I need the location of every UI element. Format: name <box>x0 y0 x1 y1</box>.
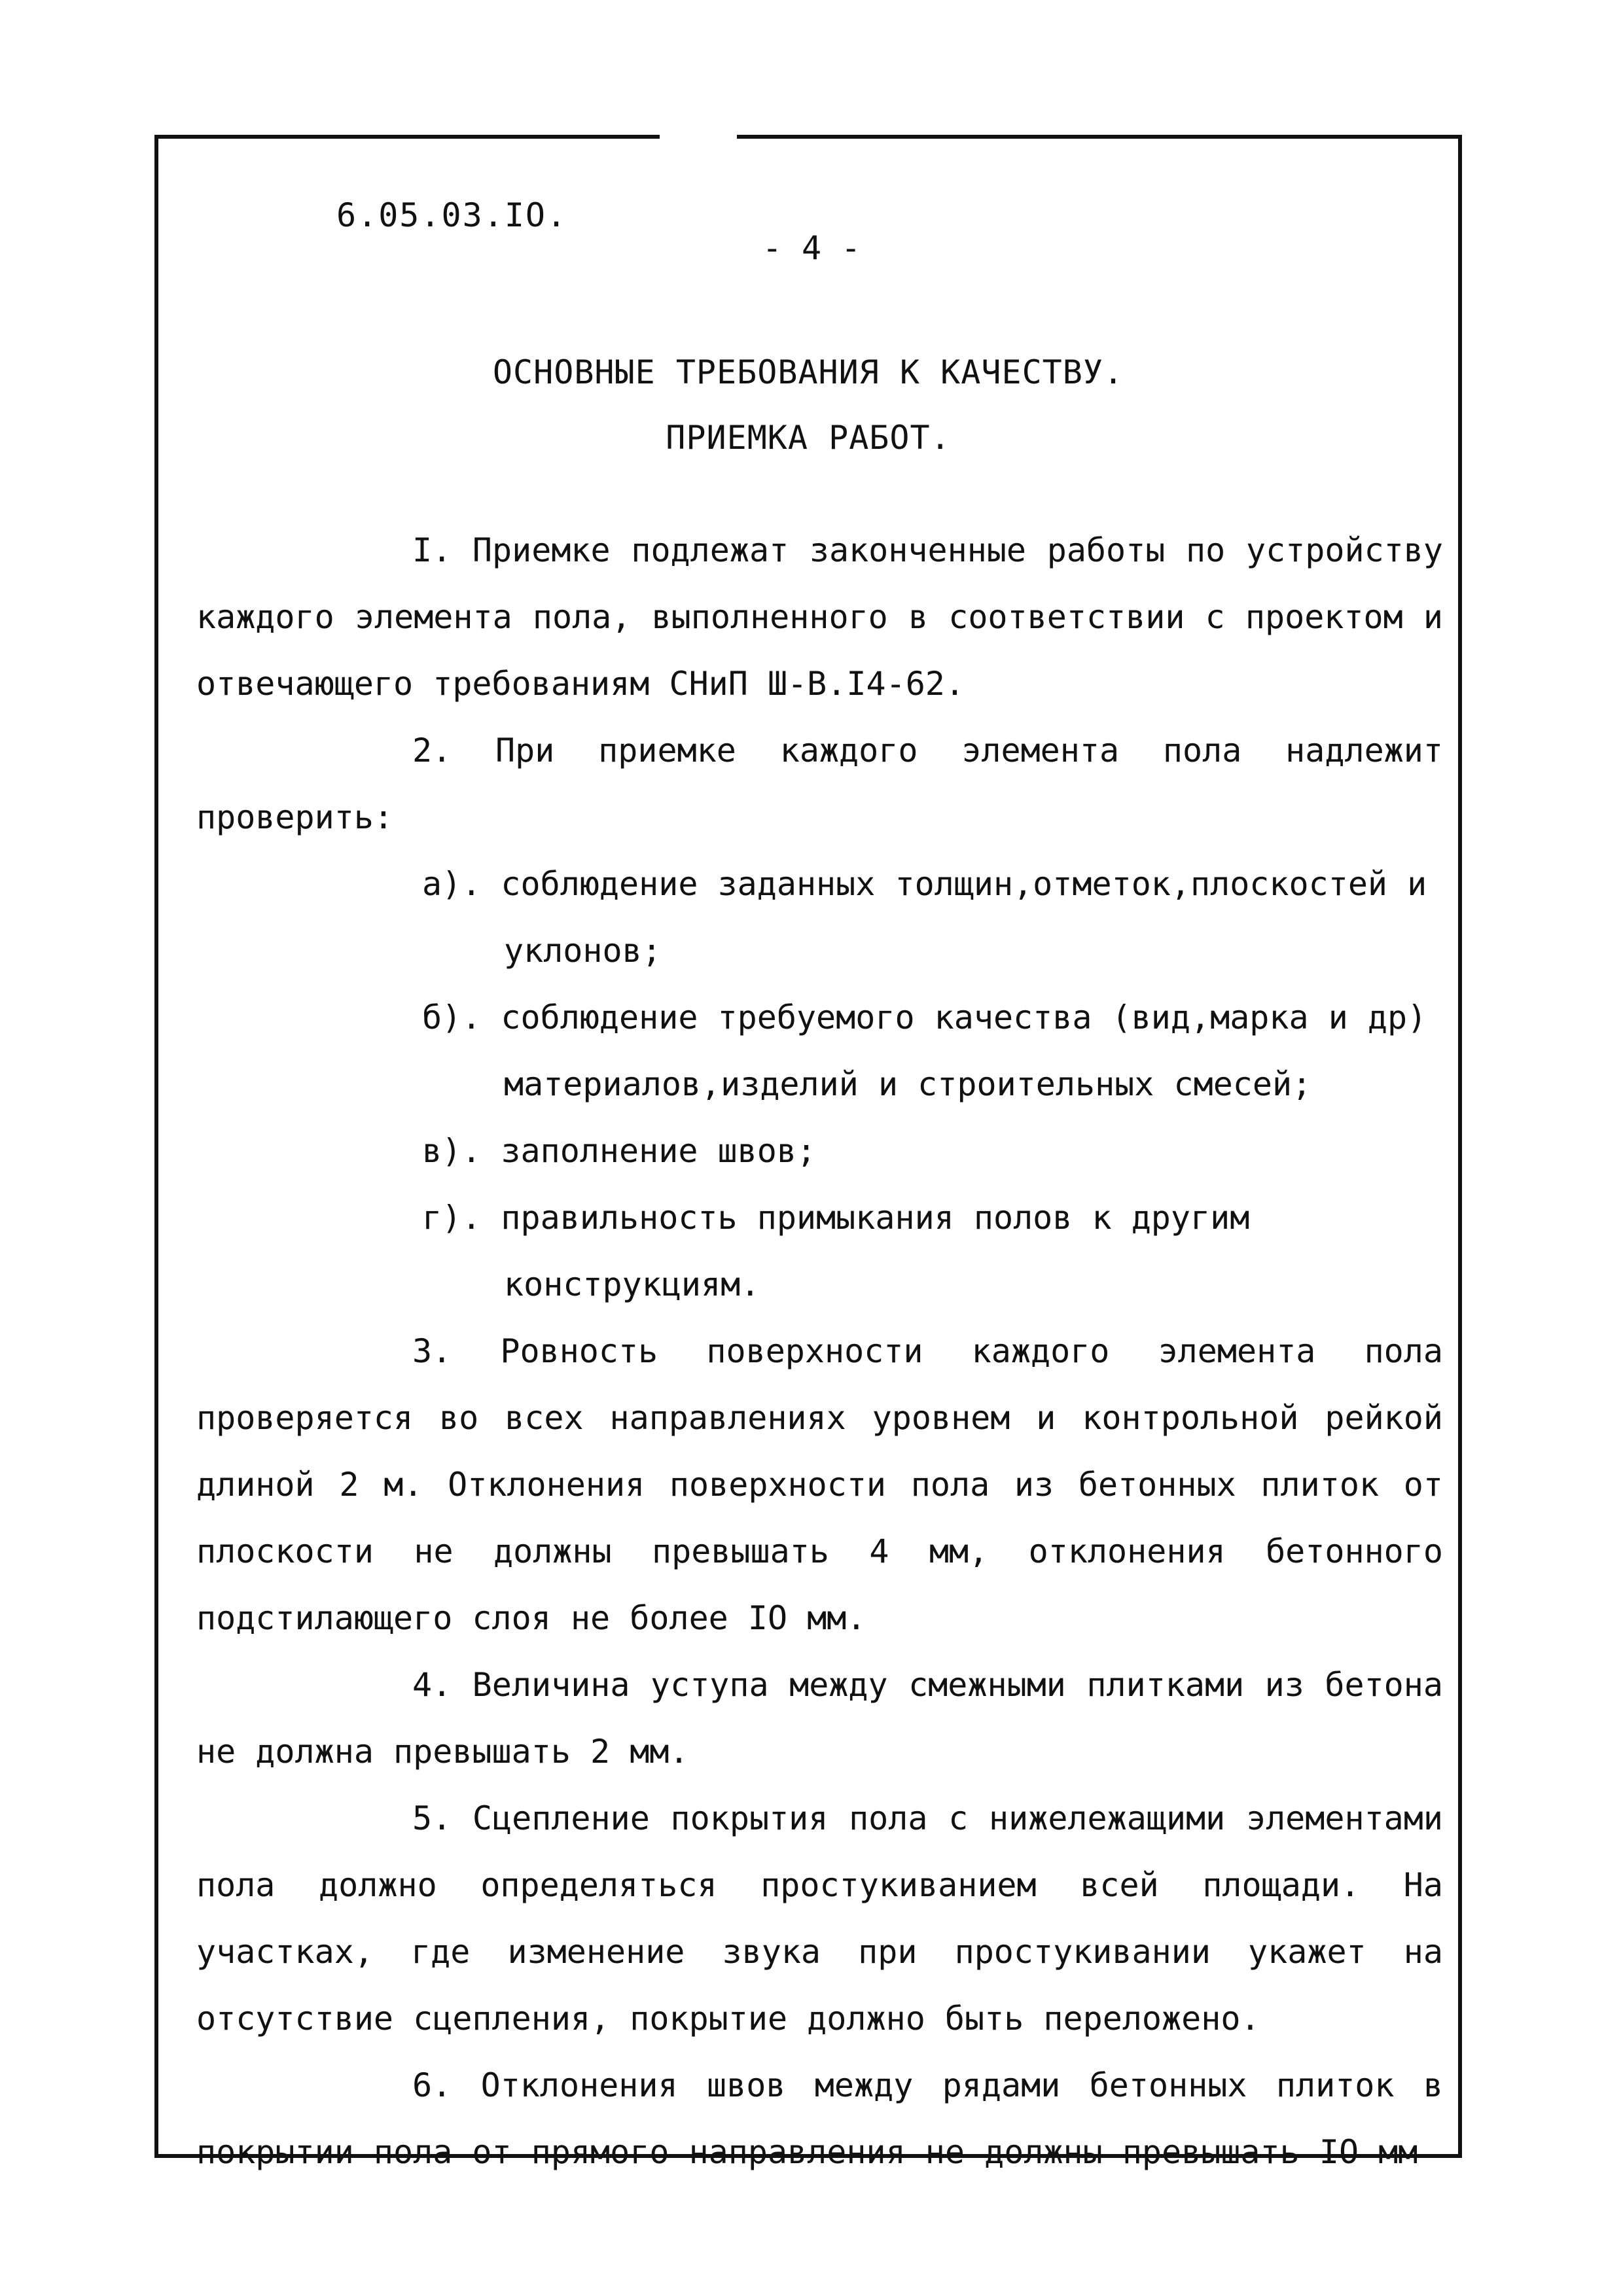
paragraph-5: 5. Сцепление покрытия пола с нижележащими элементами пола должно определяться простукиванием всей площади. На участках, где изменение звука при простукивании укажет на отсутствие сцепления, покрытие должно быть переложено. <box>196 1799 1443 2038</box>
list-item-b: б). соблюдение требуемого качества (вид,марка и др) материалов,изделий и строительных смесей; <box>422 998 1427 1103</box>
paragraph-2: 2. При приемке каждого элемента пола надлежит проверить: <box>196 732 1443 836</box>
section-subtitle: ПРИЕМКА РАБОТ. <box>666 419 951 457</box>
document-body <box>196 517 1443 2185</box>
paragraph-3: 3. Ровность поверхности каждого элемента пола проверяется во всех направлениях уровнем и контрольной рейкой длиной 2 м. Отклонения поверхности пола из бетонных плиток от плоскости не должны превышать 4 мм, отклонения бетонного подстилающего слоя не более IO мм. <box>196 1332 1443 1637</box>
frame-top-right <box>737 135 1462 139</box>
page-number: - 4 - <box>762 229 861 267</box>
frame-top-left <box>154 135 660 139</box>
section-title: ОСНОВНЫЕ ТРЕБОВАНИЯ К КАЧЕСТВУ. <box>492 353 1124 391</box>
paragraph-6: 6. Отклонения швов между рядами бетонных плиток в покрытии пола от прямого направления не должны превышать IO мм <box>196 2066 1443 2171</box>
list-item-a: а). соблюдение заданных толщин,отметок,плоскостей и уклонов; <box>422 865 1427 970</box>
paragraph-4: 4. Величина уступа между смежными плитками из бетона не должна превышать 2 мм. <box>196 1666 1443 1771</box>
list-item-v: в). заполнение швов; <box>422 1132 817 1170</box>
list-item-g: г). правильность примыкания полов к другим конструкциям. <box>422 1199 1250 1303</box>
frame-right <box>1458 135 1462 2158</box>
document-code: 6.05.03.IO. <box>336 196 568 234</box>
paragraph-1: I. Приемке подлежат законченные работы по устройству каждого элемента пола, выполненного в соответствии с проектом и отвечающего требованиям СНиП Ш-В.I4-62. <box>196 531 1443 703</box>
